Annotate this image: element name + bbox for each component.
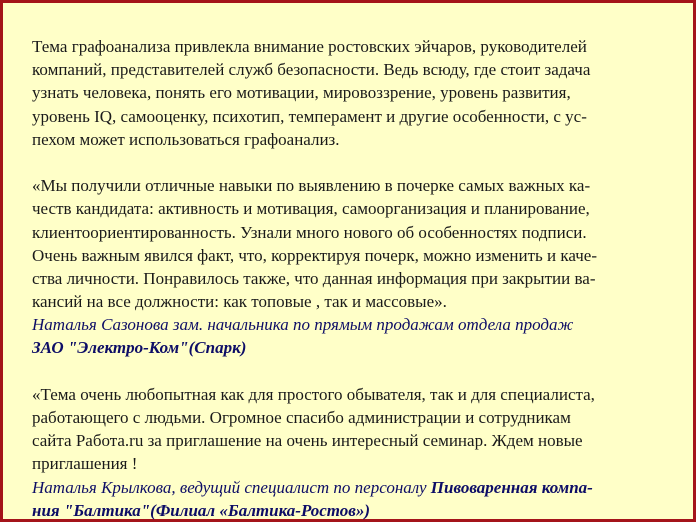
text-line: честв кандидата: активность и мотивация, самоорганизация и планирование, — [32, 199, 590, 219]
text-line: кансий на все должности: как топовые , так и массовые». — [32, 292, 447, 312]
text-line: пехом может использоваться графоанализ. — [32, 129, 340, 149]
intro-paragraph — [32, 35, 677, 151]
text-line: приглашения ! — [32, 454, 138, 474]
testimonial-attribution-2 — [32, 476, 677, 522]
paragraph-spacer — [32, 360, 677, 383]
article-body — [32, 35, 677, 522]
attribution-company: ния "Балтика"(Филиал «Балтика-Ростов») — [32, 500, 371, 520]
text-line: ства личности. Понравилось также, что данная информация при закрытии ва- — [32, 268, 596, 288]
attribution-person: Наталья Сазонова зам. начальника по прямым продажам отдела продаж — [32, 315, 574, 335]
text-line: клиентоориентированность. Узнали много нового об особенностях подписи. — [32, 222, 587, 242]
text-line: узнать человека, понять его мотивации, мировоззрение, уровень развития, — [32, 83, 571, 103]
attribution-company: Пивоваренная компа- — [430, 477, 593, 497]
text-line: Тема графоанализа привлекла внимание ростовских эйчаров, руководителей — [32, 37, 587, 56]
text-line: «Мы получили отличные навыки по выявлению в почерке самых важных ка- — [32, 176, 591, 196]
text-line: Очень важным явился факт, что, корректируя почерк, можно изменить и каче- — [32, 245, 597, 265]
attribution-line — [32, 476, 677, 499]
text-line: «Тема очень любопытная как для простого обывателя, так и для специалиста, — [32, 384, 595, 404]
text-line: сайта Работа.ru за приглашение на очень интересный семинар. Ждем новые — [32, 431, 583, 451]
text-line: компаний, представителей служб безопасности. Ведь всюду, где стоит задача — [32, 60, 591, 80]
testimonial-quote-2 — [32, 383, 677, 476]
testimonial-attribution-1 — [32, 313, 677, 359]
testimonial-quote-1 — [32, 174, 677, 313]
attribution-person: Наталья Крылкова, ведущий специалист по персоналу — [32, 477, 431, 497]
attribution-company: ЗАО "Электро-Ком"(Спарк) — [32, 338, 247, 358]
text-line: работающего с людьми. Огромное спасибо администрации и сотрудникам — [32, 408, 571, 427]
text-line: уровень IQ, самооценку, психотип, темперамент и другие особенности, с ус- — [32, 106, 587, 126]
paragraph-spacer — [32, 151, 677, 174]
